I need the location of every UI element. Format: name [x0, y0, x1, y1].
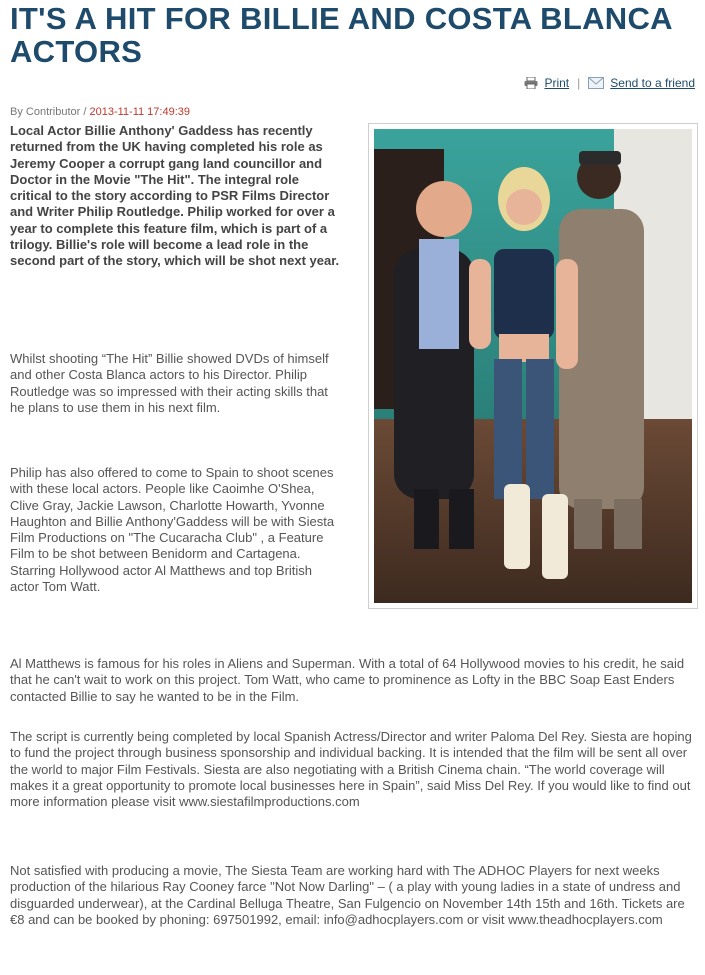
- tools-separator: |: [577, 76, 581, 90]
- article-paragraph: The script is currently being completed by local Spanish Actress/Director and writer Paloma Del Rey. Siesta are hoping to fund the project through business sponsorship and individual backing. It is intended that the film will be sent all over the world to major Film Festivals. Siesta are also negotiating with a British Cinema chain. “The world coverage will makes it a great opportunity to promote local businesses here in Spain”, said Miss Del Rey. If you would like to find out more information please visit www.siestafilmproductions.com: [10, 729, 692, 810]
- article-paragraph: Al Matthews is famous for his roles in Aliens and Superman. With a total of 64 Hollywood movies to his credit, he said that he can't wait to work on this project. Tom Watt, who came to prominence as Lofty in the BBC Soap East Enders contacted Billie to say he wanted to be in the Film.: [10, 656, 685, 704]
- publish-date: 2013-11-11 17:49:39: [89, 106, 190, 118]
- article-paragraph: Not satisfied with producing a movie, The Siesta Team are working hard with The ADHOC Players for next weeks production of the hilarious Ray Cooney farce "Not Now Darling" – ( a play with young ladies in a state of undress and disguarded underwear), at the Cardinal Belluga Theatre, San Fulgencio on November 14th 15th and 16th. Tickets are €8 and can be booked by phoning: 697501992, email: info@adhocplayers.com or visit www.theadhocplayers.com: [10, 863, 685, 927]
- article-photo: [368, 123, 698, 609]
- article-tools: [524, 76, 695, 90]
- printer-icon[interactable]: [524, 77, 538, 89]
- article-paragraph: Philip has also offered to come to Spain to shoot scenes with these local actors. People like Caoimhe O'Shea, Clive Gray, Jackie Lawson, Charlotte Howarth, Yvonne Haughton and Billie Anthony'Gaddess will be with Siesta Film Productions on "The Cucaracha Club" , a Feature Film to be shot between Benidorm and Cartagena. Starring Hollywood actor Al Matthews and top British actor Tom Watt.: [10, 465, 335, 595]
- print-link[interactable]: Print: [544, 76, 570, 90]
- article-lead: Local Actor Billie Anthony' Gaddess has recently returned from the UK having completed his role as Jeremy Cooper a corrupt gang land councillor and Doctor in the Movie "The Hit". The integral role critical to the story according to PSR Films Director and Writer Philip Routledge. Philip worked for over a year to complete this feature film, which is part of a trilogy. Billie's role will become a lead role in the second part of the story, which will be shot next year.: [10, 123, 340, 269]
- envelope-icon[interactable]: [588, 77, 604, 89]
- article-title: IT'S A HIT FOR BILLIE AND COSTA BLANCA ACTORS: [10, 1, 672, 69]
- article-meta: [10, 106, 190, 118]
- article-photo-image: [374, 129, 692, 603]
- article-paragraph: Whilst shooting “The Hit” Billie showed DVDs of himself and other Costa Blanca actors to his Director. Philip Routledge was so impressed with their acting skills that he plans to use them in his next film.: [10, 351, 329, 415]
- send-to-friend-link[interactable]: Send to a friend: [610, 76, 695, 90]
- byline: By Contributor /: [10, 106, 90, 118]
